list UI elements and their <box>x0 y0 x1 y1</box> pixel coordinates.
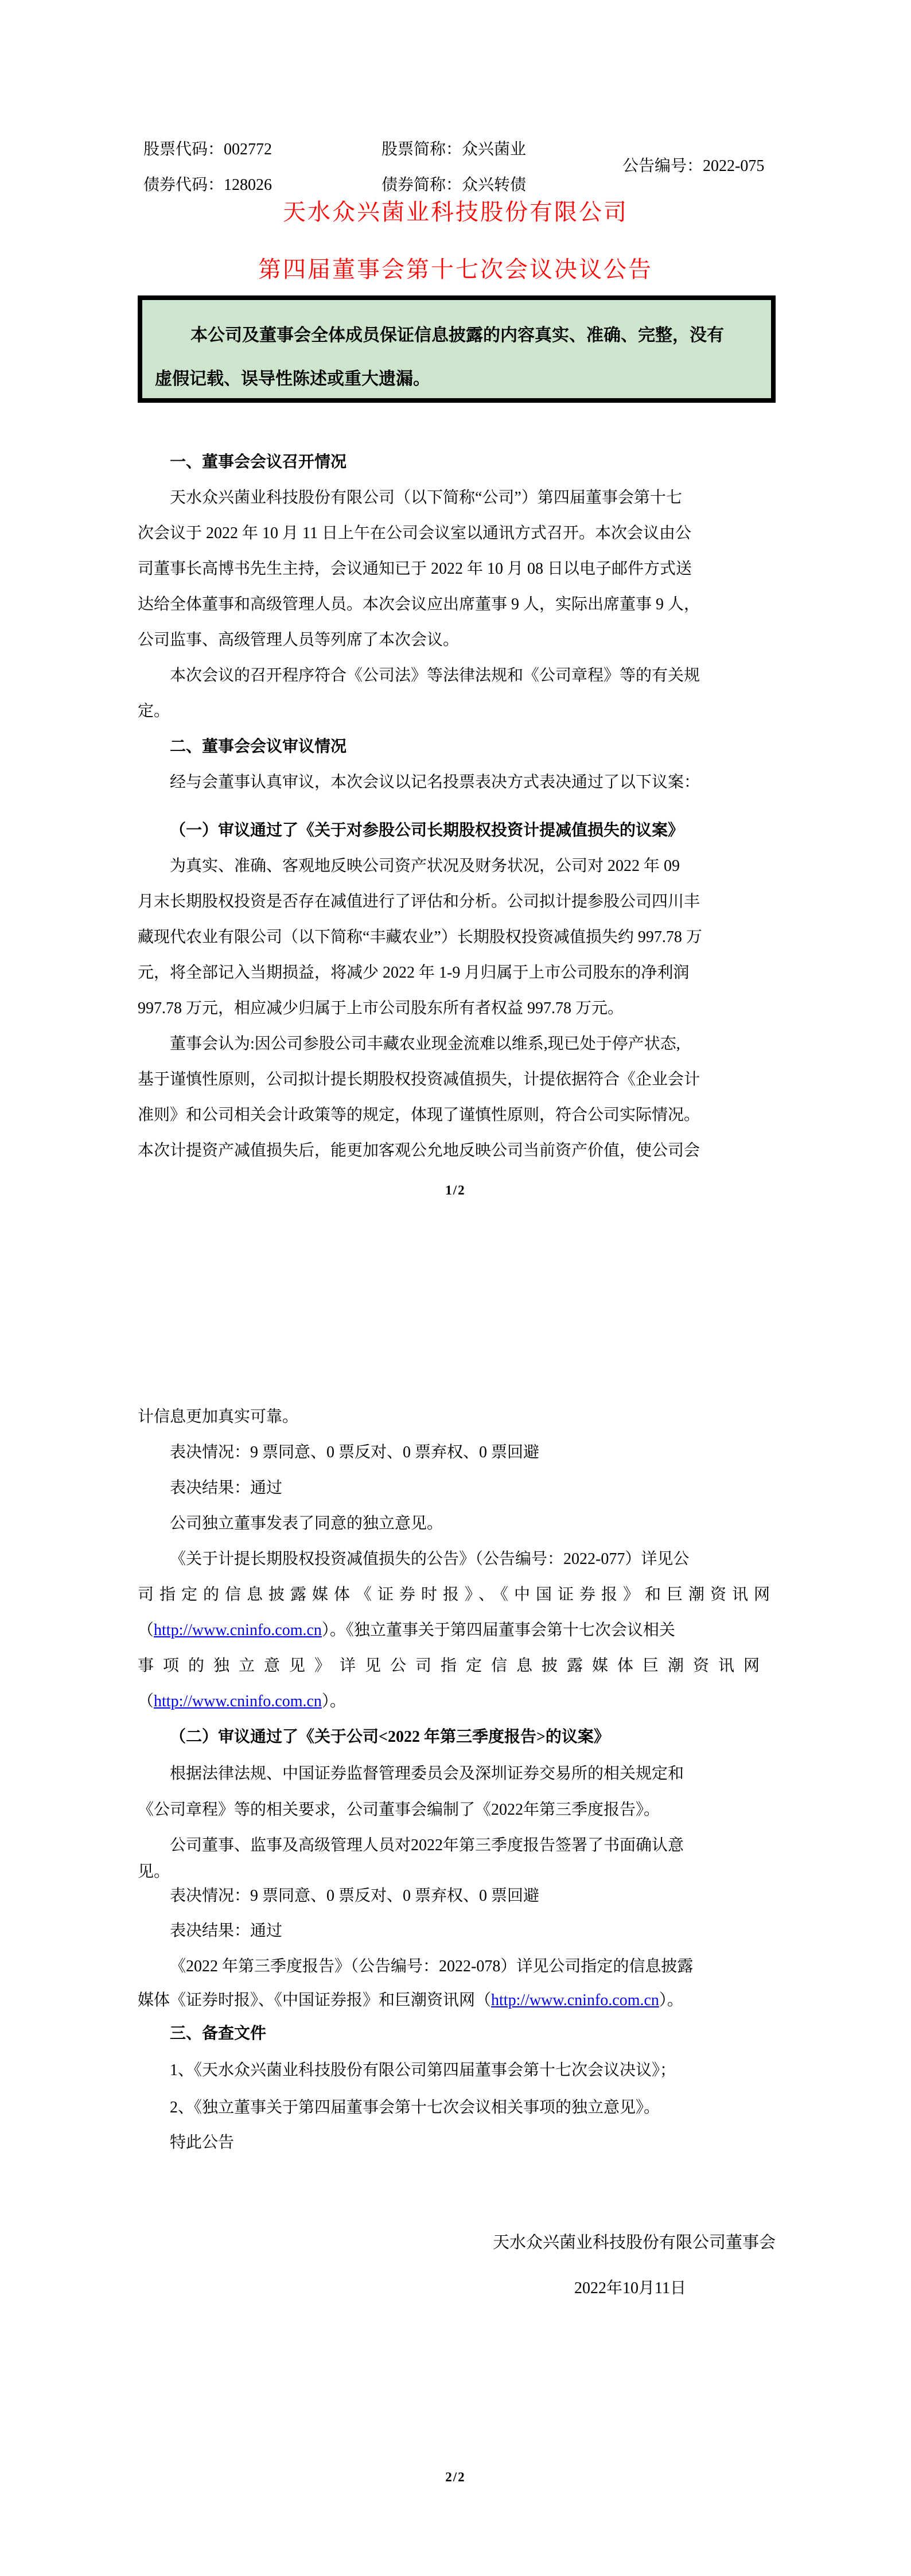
body-line: 公司监事、高级管理人员等列席了本次会议。 <box>138 631 460 649</box>
body-line: 定。 <box>138 702 170 720</box>
body-line: 公司董事、监事及高级管理人员对2022年第三季度报告签署了书面确认意 <box>170 1836 684 1854</box>
body-line: 为真实、准确、客观地反映公司资产状况及财务状况，公司对 2022 年 09 <box>170 857 680 875</box>
cninfo-link[interactable]: http://www.cninfo.com.cn <box>491 1991 659 2009</box>
section-3-heading: 三、备查文件 <box>170 2025 267 2042</box>
body-line: 《2022 年第三季度报告》（公告编号：2022-078）详见公司指定的信息披露 <box>170 1958 694 1975</box>
disclaimer-line-2: 虚假记载、误导性陈述或重大遗漏。 <box>155 369 430 388</box>
body-line: 元，将全部记入当期损益，将减少 2022 年 1-9 月归属于上市公司股东的净利润 <box>138 964 690 982</box>
cninfo-link[interactable]: http://www.cninfo.com.cn <box>154 1692 322 1710</box>
body-line: 公司独立董事发表了同意的独立意见。 <box>170 1515 443 1532</box>
stock-name-label: 股票简称：众兴菌业 <box>381 141 527 158</box>
announcement-number: 公告编号：2022-075 <box>622 157 765 175</box>
vote-result-line: 表决结果：通过 <box>170 1922 283 1940</box>
body-line-with-link <box>138 1691 346 1712</box>
body-line: 《公司章程》等的相关要求，公司董事会编制了《2022年第三季度报告》。 <box>138 1801 660 1819</box>
item-1-heading: （一）审议通过了《关于对参股公司长期股权投资计提减值损失的议案》 <box>170 822 684 839</box>
vote-status-line: 表决情况：9 票同意、0 票反对、0 票弃权、0 票回避 <box>170 1443 540 1461</box>
body-line: 《关于计提长期股权投资减值损失的公告》（公告编号：2022-077）详见公 <box>170 1550 690 1568</box>
closing-line: 特此公告 <box>170 2134 235 2151</box>
body-line-with-link <box>138 1620 675 1641</box>
body-line: 根据法律法规、中国证券监督管理委员会及深圳证券交易所的相关规定和 <box>170 1765 684 1783</box>
body-line: 计信息更加真实可靠。 <box>138 1408 299 1426</box>
stock-code-label: 股票代码：002772 <box>143 141 272 158</box>
section-1-heading: 一、董事会会议召开情况 <box>170 453 347 471</box>
body-line: 基于谨慎性原则，公司拟计提长期股权投资减值损失，计提依据符合《企业会计 <box>138 1071 700 1088</box>
link-suffix: ）。 <box>321 1692 346 1710</box>
cninfo-link[interactable]: http://www.cninfo.com.cn <box>154 1621 322 1639</box>
link-suffix: ）。《独立董事关于第四届董事会第十七次会议相关 <box>321 1621 675 1639</box>
link-prefix: 媒体《证券时报》、《中国证券报》和巨潮资讯网（ <box>138 1991 492 2009</box>
reference-doc-1: 1、《天水众兴菌业科技股份有限公司第四届董事会第十七次会议决议》； <box>170 2061 676 2079</box>
body-line: 月末长期股权投资是否存在减值进行了评估和分析。公司拟计提参股公司四川丰 <box>138 893 700 910</box>
body-line: 本次会议的召开程序符合《公司法》等法律法规和《公司章程》等的有关规 <box>170 667 700 684</box>
board-signature: 天水众兴菌业科技股份有限公司董事会 <box>492 2233 776 2252</box>
disclaimer-box <box>138 295 776 403</box>
body-line: 达给全体董事和高级管理人员。本次会议应出席董事 9 人，实际出席董事 9 人， <box>138 596 700 613</box>
body-line: 准则》和公司相关会计政策等的规定，体现了谨慎性原则，符合公司实际情况。 <box>138 1106 700 1124</box>
body-line: 见。 <box>138 1863 170 1881</box>
body-line: 经与会董事认真审议，本次会议以记名投票表决方式表决通过了以下议案： <box>170 773 700 791</box>
body-line: 事项的独立意见》详见公司指定信息披露媒体巨潮资讯网 <box>138 1657 769 1675</box>
item-2-heading: （二）审议通过了《关于公司<2022 年第三季度报告>的议案》 <box>170 1728 610 1746</box>
page-number-1: 1/2 <box>445 1183 466 1197</box>
bond-code-label: 债券代码：128026 <box>143 176 272 194</box>
link-prefix: （ <box>138 1692 154 1710</box>
link-suffix: ）。 <box>659 1991 683 2009</box>
company-title: 天水众兴菌业科技股份有限公司 <box>283 199 628 225</box>
body-line: 董事会认为:因公司参股公司丰藏农业现金流难以维系,现已处于停产状态, <box>170 1035 680 1053</box>
body-line: 藏现代农业有限公司（以下简称“丰藏农业”）长期股权投资减值损失约 997.78 万 <box>138 928 702 946</box>
body-line: 司指定的信息披露媒体《证券时报》、《中国证券报》和巨潮资讯网 <box>138 1586 776 1604</box>
vote-result-line: 表决结果：通过 <box>170 1479 283 1497</box>
announcement-title: 第四届董事会第十七次会议决议公告 <box>258 256 653 282</box>
body-line: 次会议于 2022 年 10 月 11 日上午在公司会议室以通讯方式召开。本次会议由公 <box>138 524 691 542</box>
body-line: 司董事长高博书先生主持，会议通知已于 2022 年 10 月 08 日以电子邮件方式送 <box>138 560 692 578</box>
reference-doc-2: 2、《独立董事关于第四届董事会第十七次会议相关事项的独立意见》。 <box>170 2099 660 2116</box>
body-line: 天水众兴菌业科技股份有限公司（以下简称“公司”）第四届董事会第十七 <box>170 489 682 507</box>
section-2-heading: 二、董事会会议审议情况 <box>170 738 347 756</box>
link-prefix: （ <box>138 1621 154 1639</box>
bond-name-label: 债券简称：众兴转债 <box>381 176 527 194</box>
body-line: 本次计提资产减值损失后，能更加客观公允地反映公司当前资产价值，使公司会 <box>138 1142 700 1159</box>
disclaimer-line-1: 本公司及董事会全体成员保证信息披露的内容真实、准确、完整，没有 <box>190 326 724 345</box>
body-line: 997.78 万元，相应减少归属于上市公司股东所有者权益 997.78 万元。 <box>138 999 624 1017</box>
vote-status-line: 表决情况：9 票同意、0 票反对、0 票弃权、0 票回避 <box>170 1887 540 1905</box>
page-number-2: 2/2 <box>445 2470 466 2484</box>
announcement-date: 2022年10月11日 <box>574 2279 686 2297</box>
body-line-with-link <box>138 1990 683 2011</box>
